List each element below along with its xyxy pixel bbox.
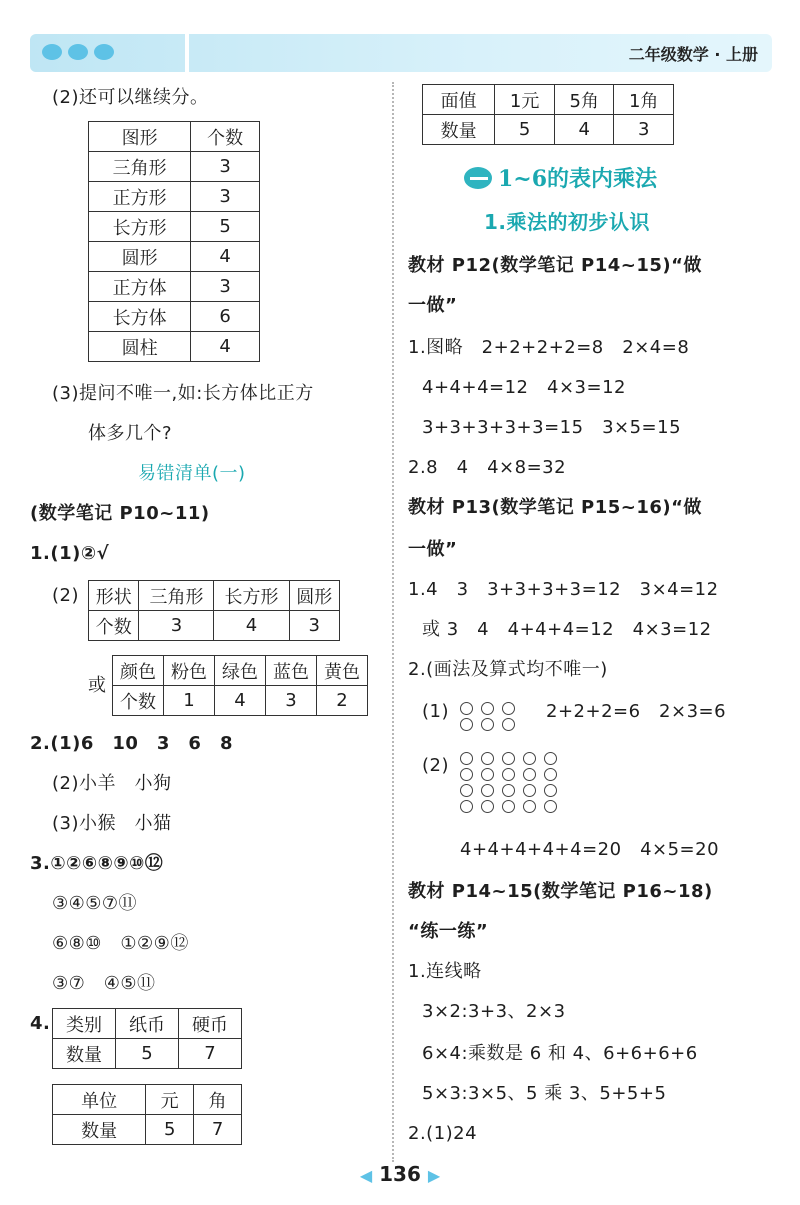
table-cell: 4 [554, 115, 614, 145]
circle-mark [460, 702, 473, 715]
right-line-13-label: (2) [422, 755, 449, 776]
circle-mark [481, 718, 494, 731]
circle-mark [523, 800, 536, 813]
table-cell: 3 [289, 611, 340, 641]
table-cell: 5角 [554, 85, 614, 115]
table-cell: 个数 [191, 122, 260, 152]
dot-icon [42, 44, 62, 60]
right-line-5: 3+3+3+3+3=15 3×5=15 [422, 417, 682, 438]
table-cell: 3 [266, 686, 317, 716]
right-line-2: 一做” [408, 295, 458, 316]
table-cell: 5 [191, 212, 260, 242]
table-cell: 长方体 [89, 302, 191, 332]
shape-table-2 [88, 580, 340, 641]
circle-mark [460, 784, 473, 797]
dot-icon [94, 44, 114, 60]
circle-mark [460, 768, 473, 781]
table-cell: 4 [215, 686, 266, 716]
left-line-8: (2)小羊 小狗 [52, 773, 172, 794]
table-cell: 粉色 [164, 656, 215, 686]
table-cell: 蓝色 [266, 656, 317, 686]
circle-mark [460, 752, 473, 765]
table-cell: 数量 [53, 1115, 146, 1145]
table-cell: 3 [191, 182, 260, 212]
table-cell: 4 [191, 242, 260, 272]
right-line-6: 2.8 4 4×8=32 [408, 457, 567, 478]
table-cell: 纸币 [116, 1009, 179, 1039]
left-line-7: 2.(1)6 10 3 6 8 [30, 733, 233, 754]
table-cell: 1角 [614, 85, 674, 115]
page-footer [0, 1162, 800, 1186]
circle-mark [460, 800, 473, 813]
left-line-4: (数学笔记 P10~11) [30, 503, 210, 524]
table-row [89, 611, 340, 641]
left-line-6: (2) [52, 585, 79, 606]
circle-mark [481, 768, 494, 781]
table-row [89, 272, 260, 302]
left-line-14: 4. [30, 1013, 51, 1034]
table-cell: 2 [317, 686, 368, 716]
table-cell: 1元 [495, 85, 555, 115]
table-cell: 角 [194, 1085, 242, 1115]
table-row [89, 212, 260, 242]
table-cell: 圆形 [89, 242, 191, 272]
circle-mark [523, 768, 536, 781]
circle-mark [544, 800, 557, 813]
left-line-1: (2)还可以继续分。 [52, 87, 209, 108]
left-line-13: ③⑦ ④⑤⑪ [52, 973, 156, 994]
table-cell: 数量 [423, 115, 495, 145]
table-cell: 1 [164, 686, 215, 716]
money-unit-table [52, 1084, 242, 1145]
right-line-14: 4+4+4+4+4=20 4×5=20 [460, 839, 720, 860]
section-icon [464, 167, 492, 189]
circle-mark [481, 784, 494, 797]
table-cell: 形状 [89, 581, 139, 611]
circle-mark [481, 702, 494, 715]
table-cell: 4 [214, 611, 289, 641]
table-cell: 个数 [113, 686, 164, 716]
circle-mark [481, 752, 494, 765]
table-row [89, 122, 260, 152]
table-row [89, 242, 260, 272]
right-line-16: “练一练” [408, 921, 489, 942]
circle-mark [544, 784, 557, 797]
right-line-20: 5×3:3×5、5 乘 3、5+5+5 [422, 1083, 667, 1104]
header-bar [30, 34, 772, 72]
circle-mark [544, 752, 557, 765]
table-cell: 圆形 [289, 581, 340, 611]
circle-mark [523, 752, 536, 765]
section-heading [464, 162, 657, 193]
header-divider [185, 34, 189, 72]
circle-mark [502, 784, 515, 797]
table-cell: 3 [191, 152, 260, 182]
table-cell: 长方形 [214, 581, 289, 611]
table-row [89, 332, 260, 362]
color-table [112, 655, 368, 716]
table-cell: 3 [139, 611, 214, 641]
circle-mark [460, 718, 473, 731]
table-cell: 6 [191, 302, 260, 332]
right-line-3: 1.图略 2+2+2+2=8 2×4=8 [408, 337, 690, 358]
table-cell: 3 [614, 115, 674, 145]
table-cell: 数量 [53, 1039, 116, 1069]
left-line-12: ⑥⑧⑩ ①②⑨⑫ [52, 933, 189, 954]
table-cell: 5 [146, 1115, 194, 1145]
right-line-17: 1.连线略 [408, 961, 482, 982]
right-line-11: 2.(画法及算式均不唯一) [408, 659, 608, 680]
right-line-18: 3×2:3+3、2×3 [422, 1001, 566, 1022]
table-row [53, 1009, 242, 1039]
table-row [89, 152, 260, 182]
table-row [89, 182, 260, 212]
right-line-15: 教材 P14~15(数学笔记 P16~18) [408, 881, 713, 902]
table-cell: 7 [179, 1039, 242, 1069]
circle-mark [502, 702, 515, 715]
circle-mark [502, 752, 515, 765]
table-cell: 颜色 [113, 656, 164, 686]
table-cell: 正方形 [89, 182, 191, 212]
right-line-12-label: (1) [422, 701, 449, 722]
prev-arrow-icon[interactable]: ◀ [359, 1166, 373, 1185]
table-row [89, 302, 260, 332]
right-line-1: 教材 P12(数学笔记 P14~15)“做 [408, 255, 702, 276]
circle-mark [481, 800, 494, 813]
table-row [53, 1039, 242, 1069]
subtitle-error-list: 易错清单(一) [138, 463, 246, 484]
table-cell: 正方体 [89, 272, 191, 302]
table-row [113, 656, 368, 686]
circle-mark [544, 768, 557, 781]
dot-icon [68, 44, 88, 60]
sub-title: 1.乘法的初步认识 [484, 210, 651, 234]
circle-mark [523, 784, 536, 797]
table-cell: 元 [146, 1085, 194, 1115]
table-cell: 圆柱 [89, 332, 191, 362]
page-number: 136 [379, 1162, 421, 1186]
table-cell: 7 [194, 1115, 242, 1145]
right-line-12: 2+2+2=6 2×3=6 [546, 701, 727, 722]
table-cell: 长方形 [89, 212, 191, 242]
table-row [423, 85, 674, 115]
table-cell: 三角形 [89, 152, 191, 182]
circle-mark [502, 768, 515, 781]
header-dots [42, 44, 114, 60]
left-line-10: 3.①②⑥⑧⑨⑩⑫ [30, 853, 164, 874]
table-cell: 单位 [53, 1085, 146, 1115]
table-cell: 3 [191, 272, 260, 302]
table-cell: 面值 [423, 85, 495, 115]
money-type-table [52, 1008, 242, 1069]
section-title: 1~6的表内乘法 [498, 166, 658, 192]
shape-count-table [88, 121, 260, 362]
next-arrow-icon[interactable]: ▶ [427, 1166, 441, 1185]
table-cell: 5 [495, 115, 555, 145]
right-line-19: 6×4:乘数是 6 和 4、6+6+6+6 [422, 1043, 698, 1064]
right-line-9: 1.4 3 3+3+3+3=12 3×4=12 [408, 579, 719, 600]
circle-group-2 [460, 752, 557, 813]
left-line-5: 1.(1)②√ [30, 543, 110, 564]
or-label: 或 [88, 675, 107, 696]
left-line-11: ③④⑤⑦⑪ [52, 893, 138, 914]
table-cell: 类别 [53, 1009, 116, 1039]
table-row [53, 1115, 242, 1145]
circle-mark [502, 800, 515, 813]
header-title: 二年级数学 · 上册 [628, 45, 758, 64]
column-divider [392, 82, 394, 1162]
left-line-2: (3)提问不唯一,如:长方体比正方 [52, 383, 314, 404]
right-line-8: 一做” [408, 539, 458, 560]
right-line-10: 或 3 4 4+4+4=12 4×3=12 [422, 619, 712, 640]
table-cell: 硬币 [179, 1009, 242, 1039]
table-row [113, 686, 368, 716]
table-cell: 绿色 [215, 656, 266, 686]
table-cell: 三角形 [139, 581, 214, 611]
circle-mark [502, 718, 515, 731]
left-line-9: (3)小猴 小猫 [52, 813, 172, 834]
table-row [89, 581, 340, 611]
table-cell: 黄色 [317, 656, 368, 686]
right-line-7: 教材 P13(数学笔记 P15~16)“做 [408, 497, 702, 518]
table-cell: 5 [116, 1039, 179, 1069]
table-cell: 图形 [89, 122, 191, 152]
denomination-table [422, 84, 674, 145]
table-row [423, 115, 674, 145]
left-line-3: 体多几个? [88, 423, 173, 444]
right-line-21: 2.(1)24 [408, 1123, 478, 1144]
table-cell: 4 [191, 332, 260, 362]
table-row [53, 1085, 242, 1115]
right-line-4: 4+4+4=12 4×3=12 [422, 377, 626, 398]
table-cell: 个数 [89, 611, 139, 641]
circle-group-1 [460, 702, 515, 731]
